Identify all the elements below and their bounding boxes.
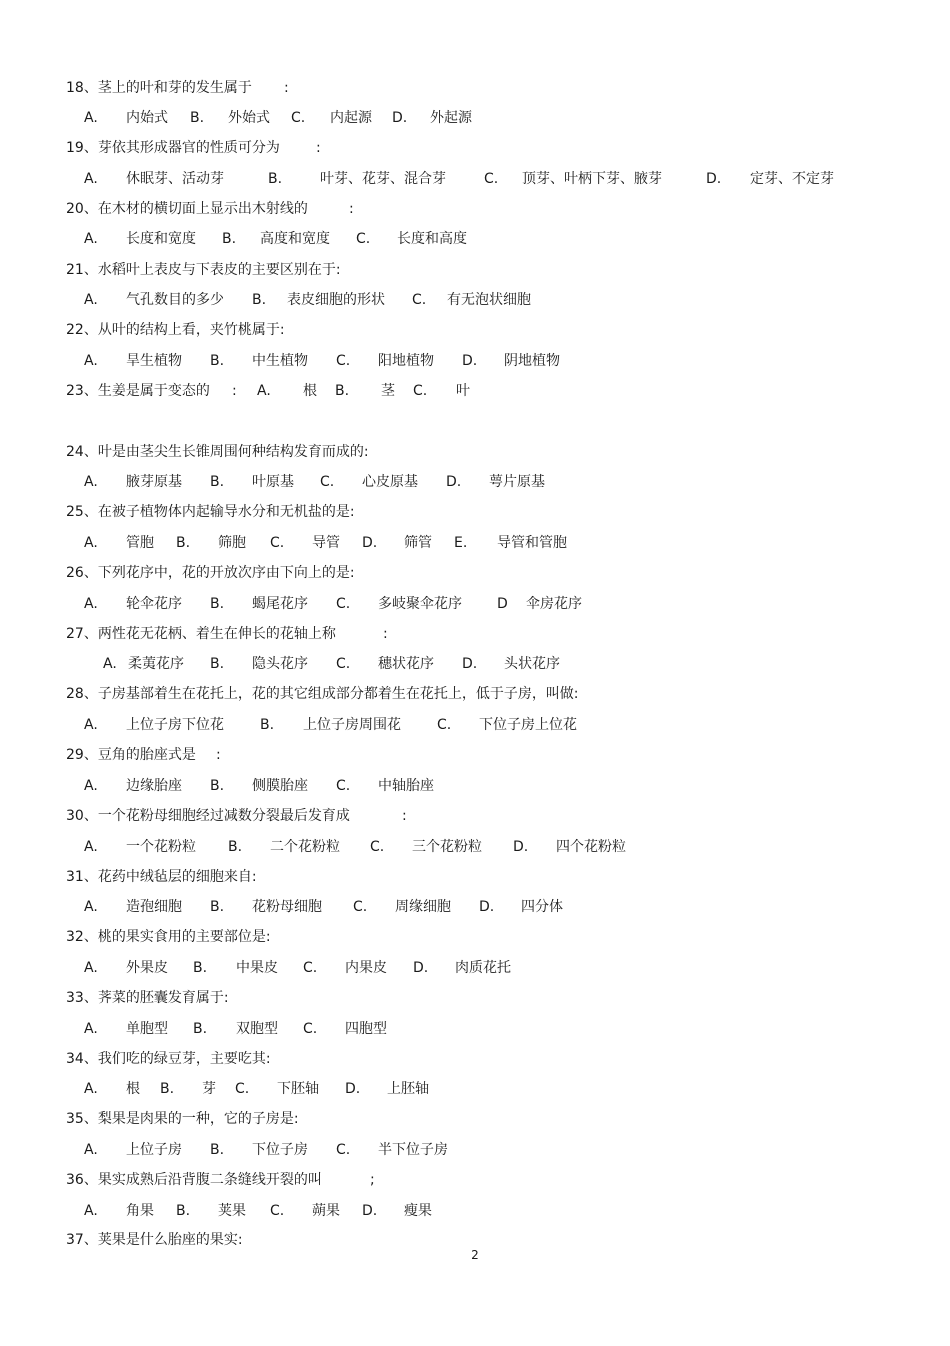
option-letter: E. xyxy=(454,535,468,551)
option-letter: B. xyxy=(210,778,225,794)
option-letter: B. xyxy=(176,1203,191,1219)
option-letter: C. xyxy=(303,1021,318,1037)
stem-part: A. xyxy=(257,383,271,399)
option-text: 外果皮 xyxy=(126,960,168,976)
question-text: 18、茎上的叶和芽的发生属于 xyxy=(66,80,252,96)
option-letter: D. xyxy=(513,839,529,855)
option-text: 瘦果 xyxy=(404,1203,432,1219)
option-letter: D. xyxy=(345,1081,361,1097)
option-text: 阳地植物 xyxy=(378,353,434,369)
question-text: 34、我们吃的绿豆芽，主要吃其: xyxy=(66,1051,271,1067)
option-letter: B. xyxy=(268,171,283,187)
option-letter: C. xyxy=(356,231,371,247)
option-text: 头状花序 xyxy=(504,656,560,672)
page-number: 2 xyxy=(471,1248,479,1262)
stem-part: : xyxy=(349,201,354,217)
option-text: 肉质花托 xyxy=(455,960,511,976)
question-text: 36、果实成熟后沿背腹二条缝线开裂的叫 xyxy=(66,1172,322,1188)
option-text: 下位子房 xyxy=(252,1142,308,1158)
option-text: 中生植物 xyxy=(252,353,308,369)
question-text: 33、荠菜的胚囊发育属于: xyxy=(66,990,229,1006)
option-text: 长度和高度 xyxy=(397,231,467,247)
option-letter: B. xyxy=(252,292,267,308)
question-text: 37、荚果是什么胎座的果实: xyxy=(66,1232,243,1248)
option-letter: C. xyxy=(353,899,368,915)
option-letter: B. xyxy=(210,474,225,490)
option-text: 四胞型 xyxy=(345,1021,387,1037)
option-text: 叶芽、花芽、混合芽 xyxy=(320,171,446,187)
option-letter: C. xyxy=(320,474,335,490)
option-text: 侧膜胎座 xyxy=(252,778,308,794)
option-letter: B. xyxy=(210,656,225,672)
option-letter: B. xyxy=(228,839,243,855)
option-text: 气孔数目的多少 xyxy=(126,292,224,308)
option-letter: A. xyxy=(84,596,98,612)
option-text: 轮伞花序 xyxy=(126,596,182,612)
option-text: 四个花粉粒 xyxy=(556,839,626,855)
option-letter: D. xyxy=(479,899,495,915)
option-letter: A. xyxy=(84,778,98,794)
option-text: 单胞型 xyxy=(126,1021,168,1037)
stem-part: : xyxy=(232,383,237,399)
option-letter: A. xyxy=(84,353,98,369)
option-text: 双胞型 xyxy=(236,1021,278,1037)
option-letter: A. xyxy=(103,656,117,672)
option-text: 花粉母细胞 xyxy=(252,899,322,915)
option-text: 叶原基 xyxy=(252,474,294,490)
option-letter: A. xyxy=(84,1081,98,1097)
option-letter: C. xyxy=(484,171,499,187)
option-letter: C. xyxy=(235,1081,250,1097)
option-text: 半下位子房 xyxy=(378,1142,448,1158)
question-text: 22、从叶的结构上看，夹竹桃属于: xyxy=(66,322,285,338)
question-text: 29、豆角的胎座式是 xyxy=(66,747,196,763)
option-text: 上胚轴 xyxy=(387,1081,429,1097)
option-letter: C. xyxy=(270,535,285,551)
option-text: 上位子房 xyxy=(126,1142,182,1158)
option-text: 伞房花序 xyxy=(526,596,582,612)
option-text: 萼片原基 xyxy=(489,474,545,490)
stem-part: : xyxy=(284,80,289,96)
question-text: 21、水稻叶上表皮与下表皮的主要区别在于: xyxy=(66,262,341,278)
option-letter: C. xyxy=(336,353,351,369)
option-text: 荚果 xyxy=(218,1203,246,1219)
option-letter: D. xyxy=(392,110,408,126)
option-text: 顶芽、叶柄下芽、腋芽 xyxy=(522,171,662,187)
option-letter: A. xyxy=(84,171,98,187)
option-text: 二个花粉粒 xyxy=(270,839,340,855)
question-text: 19、芽依其形成器官的性质可分为 xyxy=(66,140,280,156)
option-letter: D. xyxy=(462,353,478,369)
option-letter: C. xyxy=(412,292,427,308)
stem-part: : xyxy=(316,140,321,156)
stem-part: : xyxy=(383,626,388,642)
option-text: 中果皮 xyxy=(236,960,278,976)
option-letter: B. xyxy=(193,1021,208,1037)
option-text: 腋芽原基 xyxy=(126,474,182,490)
option-text: 管胞 xyxy=(126,535,154,551)
option-letter: B. xyxy=(260,717,275,733)
option-text: 四分体 xyxy=(521,899,563,915)
option-text: 表皮细胞的形状 xyxy=(287,292,385,308)
question-text: 27、两性花无花柄、着生在伸长的花轴上称 xyxy=(66,626,336,642)
option-text: 中轴胎座 xyxy=(378,778,434,794)
option-text: 角果 xyxy=(126,1203,154,1219)
option-text: 内果皮 xyxy=(345,960,387,976)
option-letter: C. xyxy=(303,960,318,976)
option-letter: A. xyxy=(84,1021,98,1037)
option-letter: B. xyxy=(210,899,225,915)
option-letter: C. xyxy=(370,839,385,855)
option-letter: D. xyxy=(706,171,722,187)
option-text: 外起源 xyxy=(430,110,472,126)
option-text: 多岐聚伞花序 xyxy=(378,596,462,612)
option-letter: C. xyxy=(336,656,351,672)
option-letter: A. xyxy=(84,110,98,126)
option-letter: D. xyxy=(362,535,378,551)
option-letter: C. xyxy=(437,717,452,733)
option-letter: B. xyxy=(190,110,205,126)
option-letter: A. xyxy=(84,1203,98,1219)
option-text: 一个花粉粒 xyxy=(126,839,196,855)
stem-part: C. xyxy=(413,383,428,399)
question-text: 32、桃的果实食用的主要部位是: xyxy=(66,929,271,945)
option-text: 外始式 xyxy=(228,110,270,126)
option-text: 蒴果 xyxy=(312,1203,340,1219)
question-text: 20、在木材的横切面上显示出木射线的 xyxy=(66,201,308,217)
option-text: 长度和宽度 xyxy=(126,231,196,247)
option-text: 上位子房周围花 xyxy=(303,717,401,733)
option-text: 边缘胎座 xyxy=(126,778,182,794)
option-text: 旱生植物 xyxy=(126,353,182,369)
option-text: 内起源 xyxy=(330,110,372,126)
option-letter: D. xyxy=(413,960,429,976)
option-text: 下胚轴 xyxy=(277,1081,319,1097)
option-text: 导管和管胞 xyxy=(497,535,567,551)
option-text: 造孢细胞 xyxy=(126,899,182,915)
stem-part: 叶 xyxy=(456,383,470,399)
option-text: 有无泡状细胞 xyxy=(447,292,531,308)
option-letter: A. xyxy=(84,960,98,976)
option-text: 阴地植物 xyxy=(504,353,560,369)
stem-part: 茎 xyxy=(381,383,395,399)
option-letter: A. xyxy=(84,292,98,308)
option-text: 定芽、不定芽 xyxy=(750,171,834,187)
question-text: 25、在被子植物体内起输导水分和无机盐的是: xyxy=(66,504,355,520)
question-text: 23、生姜是属于变态的 xyxy=(66,383,210,399)
question-text: 31、花药中绒毡层的细胞来自: xyxy=(66,869,257,885)
option-letter: D. xyxy=(462,656,478,672)
option-letter: D. xyxy=(362,1203,378,1219)
option-letter: C. xyxy=(336,1142,351,1158)
option-letter: A. xyxy=(84,474,98,490)
option-text: 蝎尾花序 xyxy=(252,596,308,612)
option-letter: A. xyxy=(84,899,98,915)
option-letter: B. xyxy=(210,1142,225,1158)
stem-part: 根 xyxy=(303,383,317,399)
option-letter: B. xyxy=(222,231,237,247)
option-text: 上位子房下位花 xyxy=(126,717,224,733)
option-letter: C. xyxy=(336,596,351,612)
option-letter: C. xyxy=(291,110,306,126)
option-letter: B. xyxy=(210,353,225,369)
stem-part: : xyxy=(402,808,407,824)
option-letter: A. xyxy=(84,1142,98,1158)
stem-part: ; xyxy=(370,1172,375,1188)
option-text: 隐头花序 xyxy=(252,656,308,672)
option-letter: D. xyxy=(446,474,462,490)
option-letter: C. xyxy=(336,778,351,794)
option-text: 休眠芽、活动芽 xyxy=(126,171,224,187)
option-letter: A. xyxy=(84,535,98,551)
option-letter: C. xyxy=(270,1203,285,1219)
question-text: 30、一个花粉母细胞经过减数分裂最后发育成 xyxy=(66,808,350,824)
option-text: 三个花粉粒 xyxy=(412,839,482,855)
option-text: 高度和宽度 xyxy=(260,231,330,247)
option-text: 柔荑花序 xyxy=(128,656,184,672)
option-text: 心皮原基 xyxy=(362,474,418,490)
option-text: 筛管 xyxy=(404,535,432,551)
option-text: 筛胞 xyxy=(218,535,246,551)
option-letter: A. xyxy=(84,717,98,733)
question-text: 35、梨果是肉果的一种，它的子房是: xyxy=(66,1111,299,1127)
option-letter: D xyxy=(497,596,508,612)
option-text: 穗状花序 xyxy=(378,656,434,672)
option-text: 导管 xyxy=(312,535,340,551)
option-letter: B. xyxy=(210,596,225,612)
option-text: 芽 xyxy=(202,1081,216,1097)
stem-part: B. xyxy=(335,383,350,399)
option-text: 根 xyxy=(126,1081,140,1097)
option-text: 下位子房上位花 xyxy=(479,717,577,733)
stem-part: : xyxy=(216,747,221,763)
option-letter: A. xyxy=(84,839,98,855)
option-text: 周缘细胞 xyxy=(395,899,451,915)
option-letter: B. xyxy=(193,960,208,976)
question-text: 28、子房基部着生在花托上，花的其它组成部分都着生在花托上，低于子房，叫做: xyxy=(66,686,579,702)
option-text: 内始式 xyxy=(126,110,168,126)
option-letter: B. xyxy=(160,1081,175,1097)
question-text: 26、下列花序中，花的开放次序由下向上的是: xyxy=(66,565,355,581)
option-letter: A. xyxy=(84,231,98,247)
question-text: 24、叶是由茎尖生长锥周围何种结构发育而成的: xyxy=(66,444,369,460)
option-letter: B. xyxy=(176,535,191,551)
